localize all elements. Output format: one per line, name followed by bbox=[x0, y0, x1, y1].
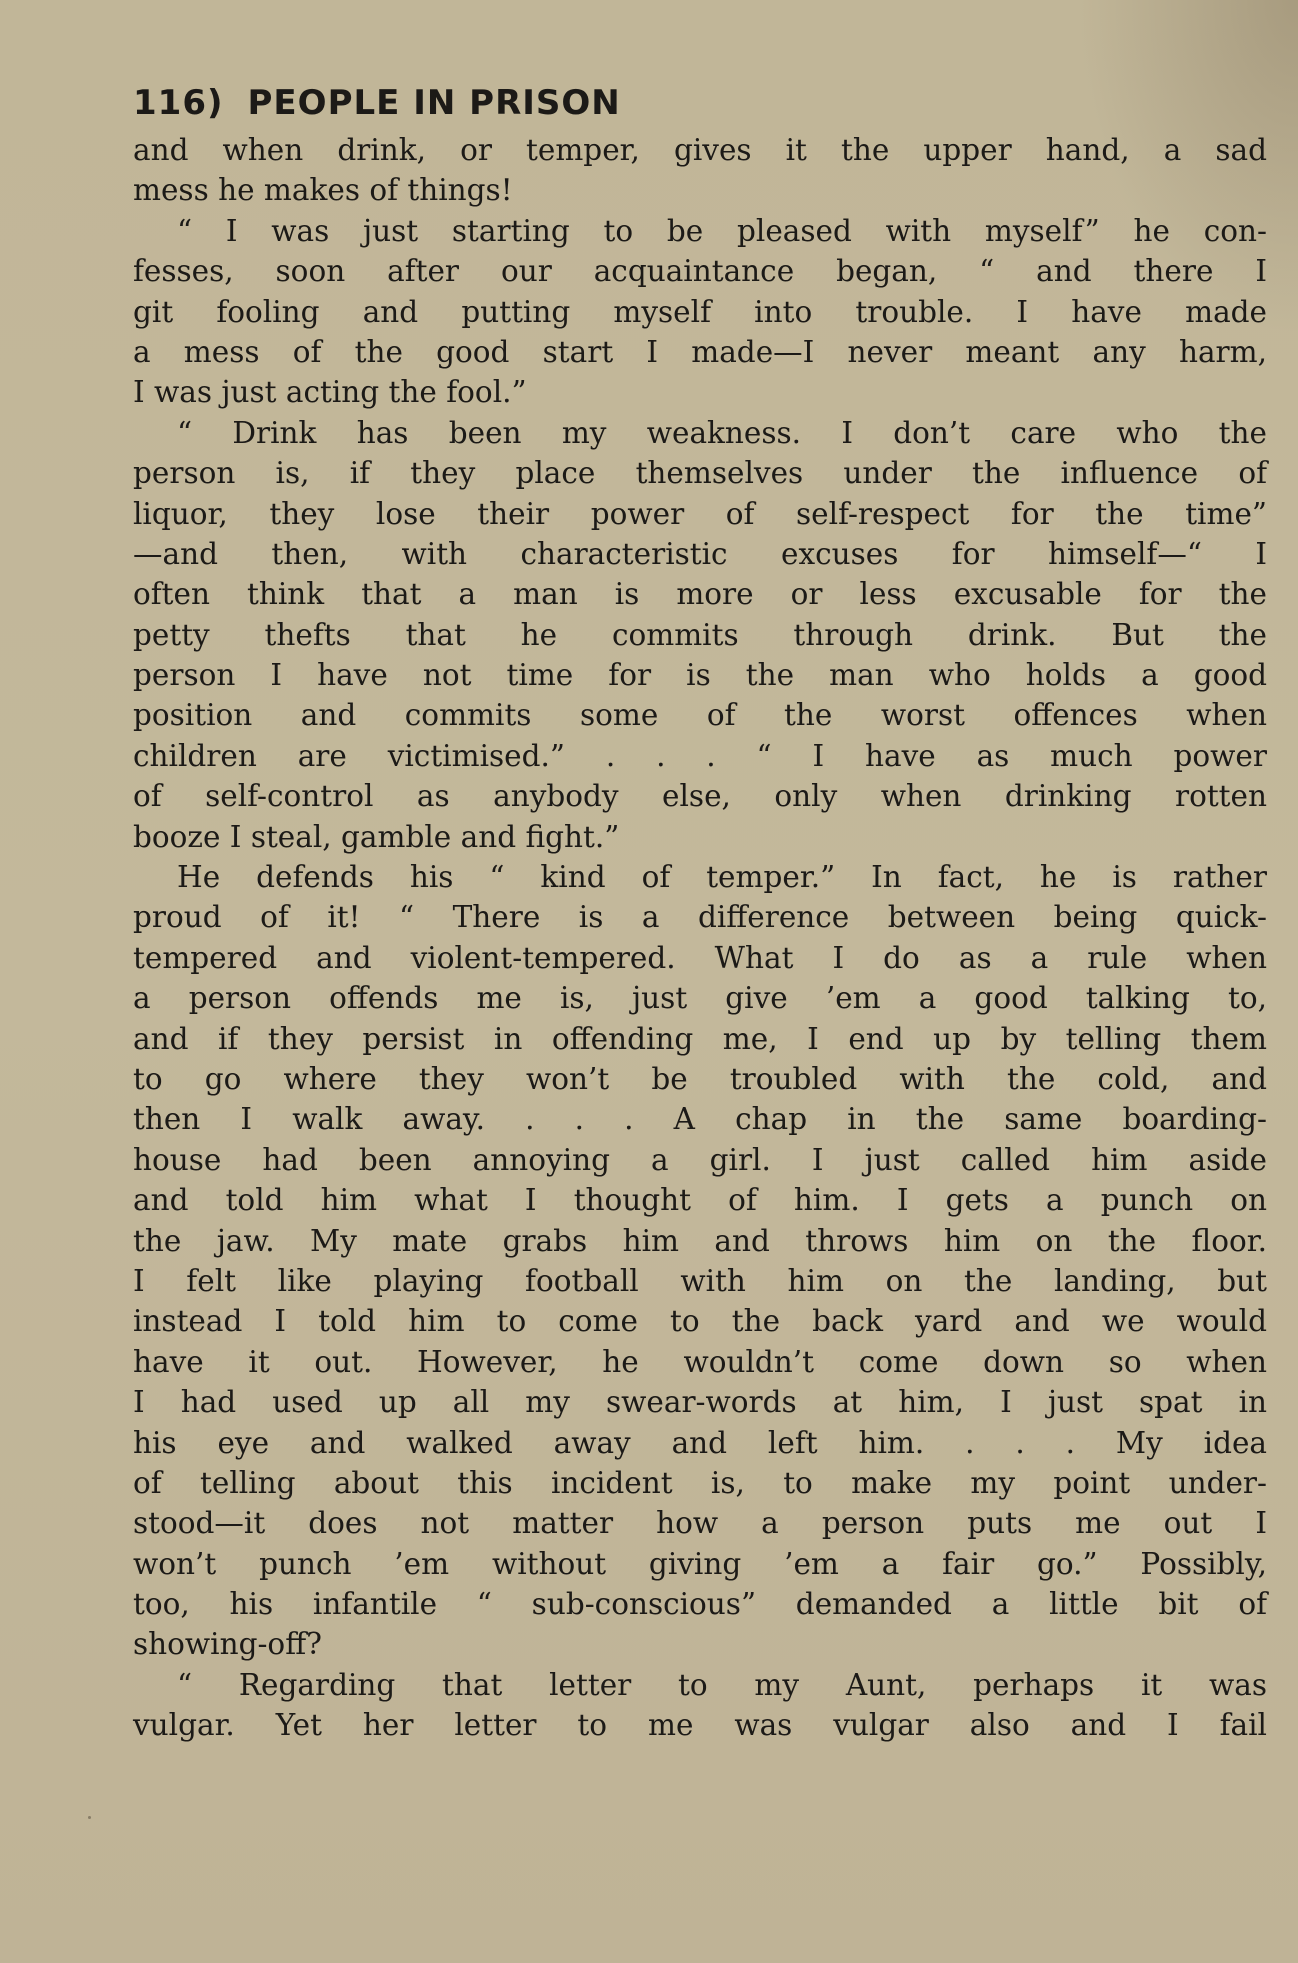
text-line: “ Regarding that letter to my Aunt, perhaps it was bbox=[177, 1667, 1267, 1702]
text-line: I felt like playing football with him on the landing, but bbox=[133, 1263, 1267, 1298]
text-line: showing-off? bbox=[133, 1627, 322, 1662]
text-line: fesses, soon after our acquaintance began, “ and there I bbox=[133, 254, 1267, 289]
text-line: to go where they won’t be troubled with the cold, and bbox=[133, 1061, 1267, 1096]
text-line: and when drink, or temper, gives it the upper hand, a sad bbox=[133, 133, 1267, 167]
text-line: house had been annoying a girl. I just called him aside bbox=[133, 1142, 1267, 1177]
text-line: won’t punch ’em without giving ’em a fair go.” Possibly, bbox=[133, 1546, 1267, 1581]
running-title: PEOPLE IN PRISON bbox=[247, 83, 621, 123]
text-line: children are victimised.” . . . “ I have as much power bbox=[133, 738, 1267, 773]
text-line: then I walk away. . . . A chap in the same boarding- bbox=[133, 1102, 1267, 1137]
paper-speck bbox=[88, 1816, 91, 1819]
text-line: liquor, they lose their power of self-respect for the time” bbox=[133, 496, 1267, 531]
text-line: proud of it! “ There is a difference between being quick- bbox=[133, 900, 1267, 935]
text-line: git fooling and putting myself into trouble. I have made bbox=[133, 294, 1267, 329]
text-line: a mess of the good start I made—I never meant any harm, bbox=[133, 334, 1267, 369]
text-line: vulgar. Yet her letter to me was vulgar also and I fail bbox=[133, 1708, 1267, 1743]
text-line: too, his infantile “ sub-conscious” demanded a little bit of bbox=[133, 1587, 1267, 1622]
text-line: of telling about this incident is, to make my point under- bbox=[133, 1465, 1267, 1500]
text-line: and told him what I thought of him. I gets a punch on bbox=[133, 1183, 1267, 1218]
text-line: often think that a man is more or less excusable for the bbox=[133, 577, 1267, 612]
text-line: of self-control as anybody else, only when drinking rotten bbox=[133, 779, 1267, 814]
text-line: He defends his “ kind of temper.” In fact, he is rather bbox=[177, 860, 1267, 895]
text-line: person I have not time for is the man who holds a good bbox=[133, 658, 1267, 693]
text-line: instead I told him to come to the back yard and we would bbox=[133, 1304, 1267, 1339]
text-line: have it out. However, he wouldn’t come down so when bbox=[133, 1344, 1267, 1379]
text-line: a person offends me is, just give ’em a good talking to, bbox=[133, 981, 1267, 1016]
text-line: booze I steal, gamble and fight.” bbox=[133, 819, 620, 854]
text-line: —and then, with characteristic excuses for himself—“ I bbox=[133, 536, 1267, 571]
body-text bbox=[133, 130, 1267, 1746]
text-line: I was just acting the fool.” bbox=[133, 375, 527, 410]
text-line: “ Drink has been my weakness. I don’t care who the bbox=[177, 415, 1267, 450]
page-number: 116) bbox=[133, 83, 224, 123]
text-line: and if they persist in offending me, I end up by telling them bbox=[133, 1021, 1267, 1056]
text-line: tempered and violent-tempered. What I do as a rule when bbox=[133, 940, 1267, 975]
text-line: mess he makes of things! bbox=[133, 173, 513, 208]
running-head bbox=[133, 78, 1267, 128]
book-page bbox=[133, 78, 1267, 1746]
text-line: his eye and walked away and left him. . . . My idea bbox=[133, 1425, 1267, 1460]
text-line: stood—it does not matter how a person puts me out I bbox=[133, 1506, 1267, 1541]
text-line: petty thefts that he commits through drink. But the bbox=[133, 617, 1267, 652]
text-line: the jaw. My mate grabs him and throws him on the floor. bbox=[133, 1223, 1267, 1258]
text-line: “ I was just starting to be pleased with myself” he con- bbox=[177, 213, 1267, 248]
text-line: person is, if they place themselves under the influence of bbox=[133, 456, 1267, 491]
text-line: position and commits some of the worst offences when bbox=[133, 698, 1267, 733]
text-line: I had used up all my swear-words at him, I just spat in bbox=[133, 1385, 1267, 1420]
